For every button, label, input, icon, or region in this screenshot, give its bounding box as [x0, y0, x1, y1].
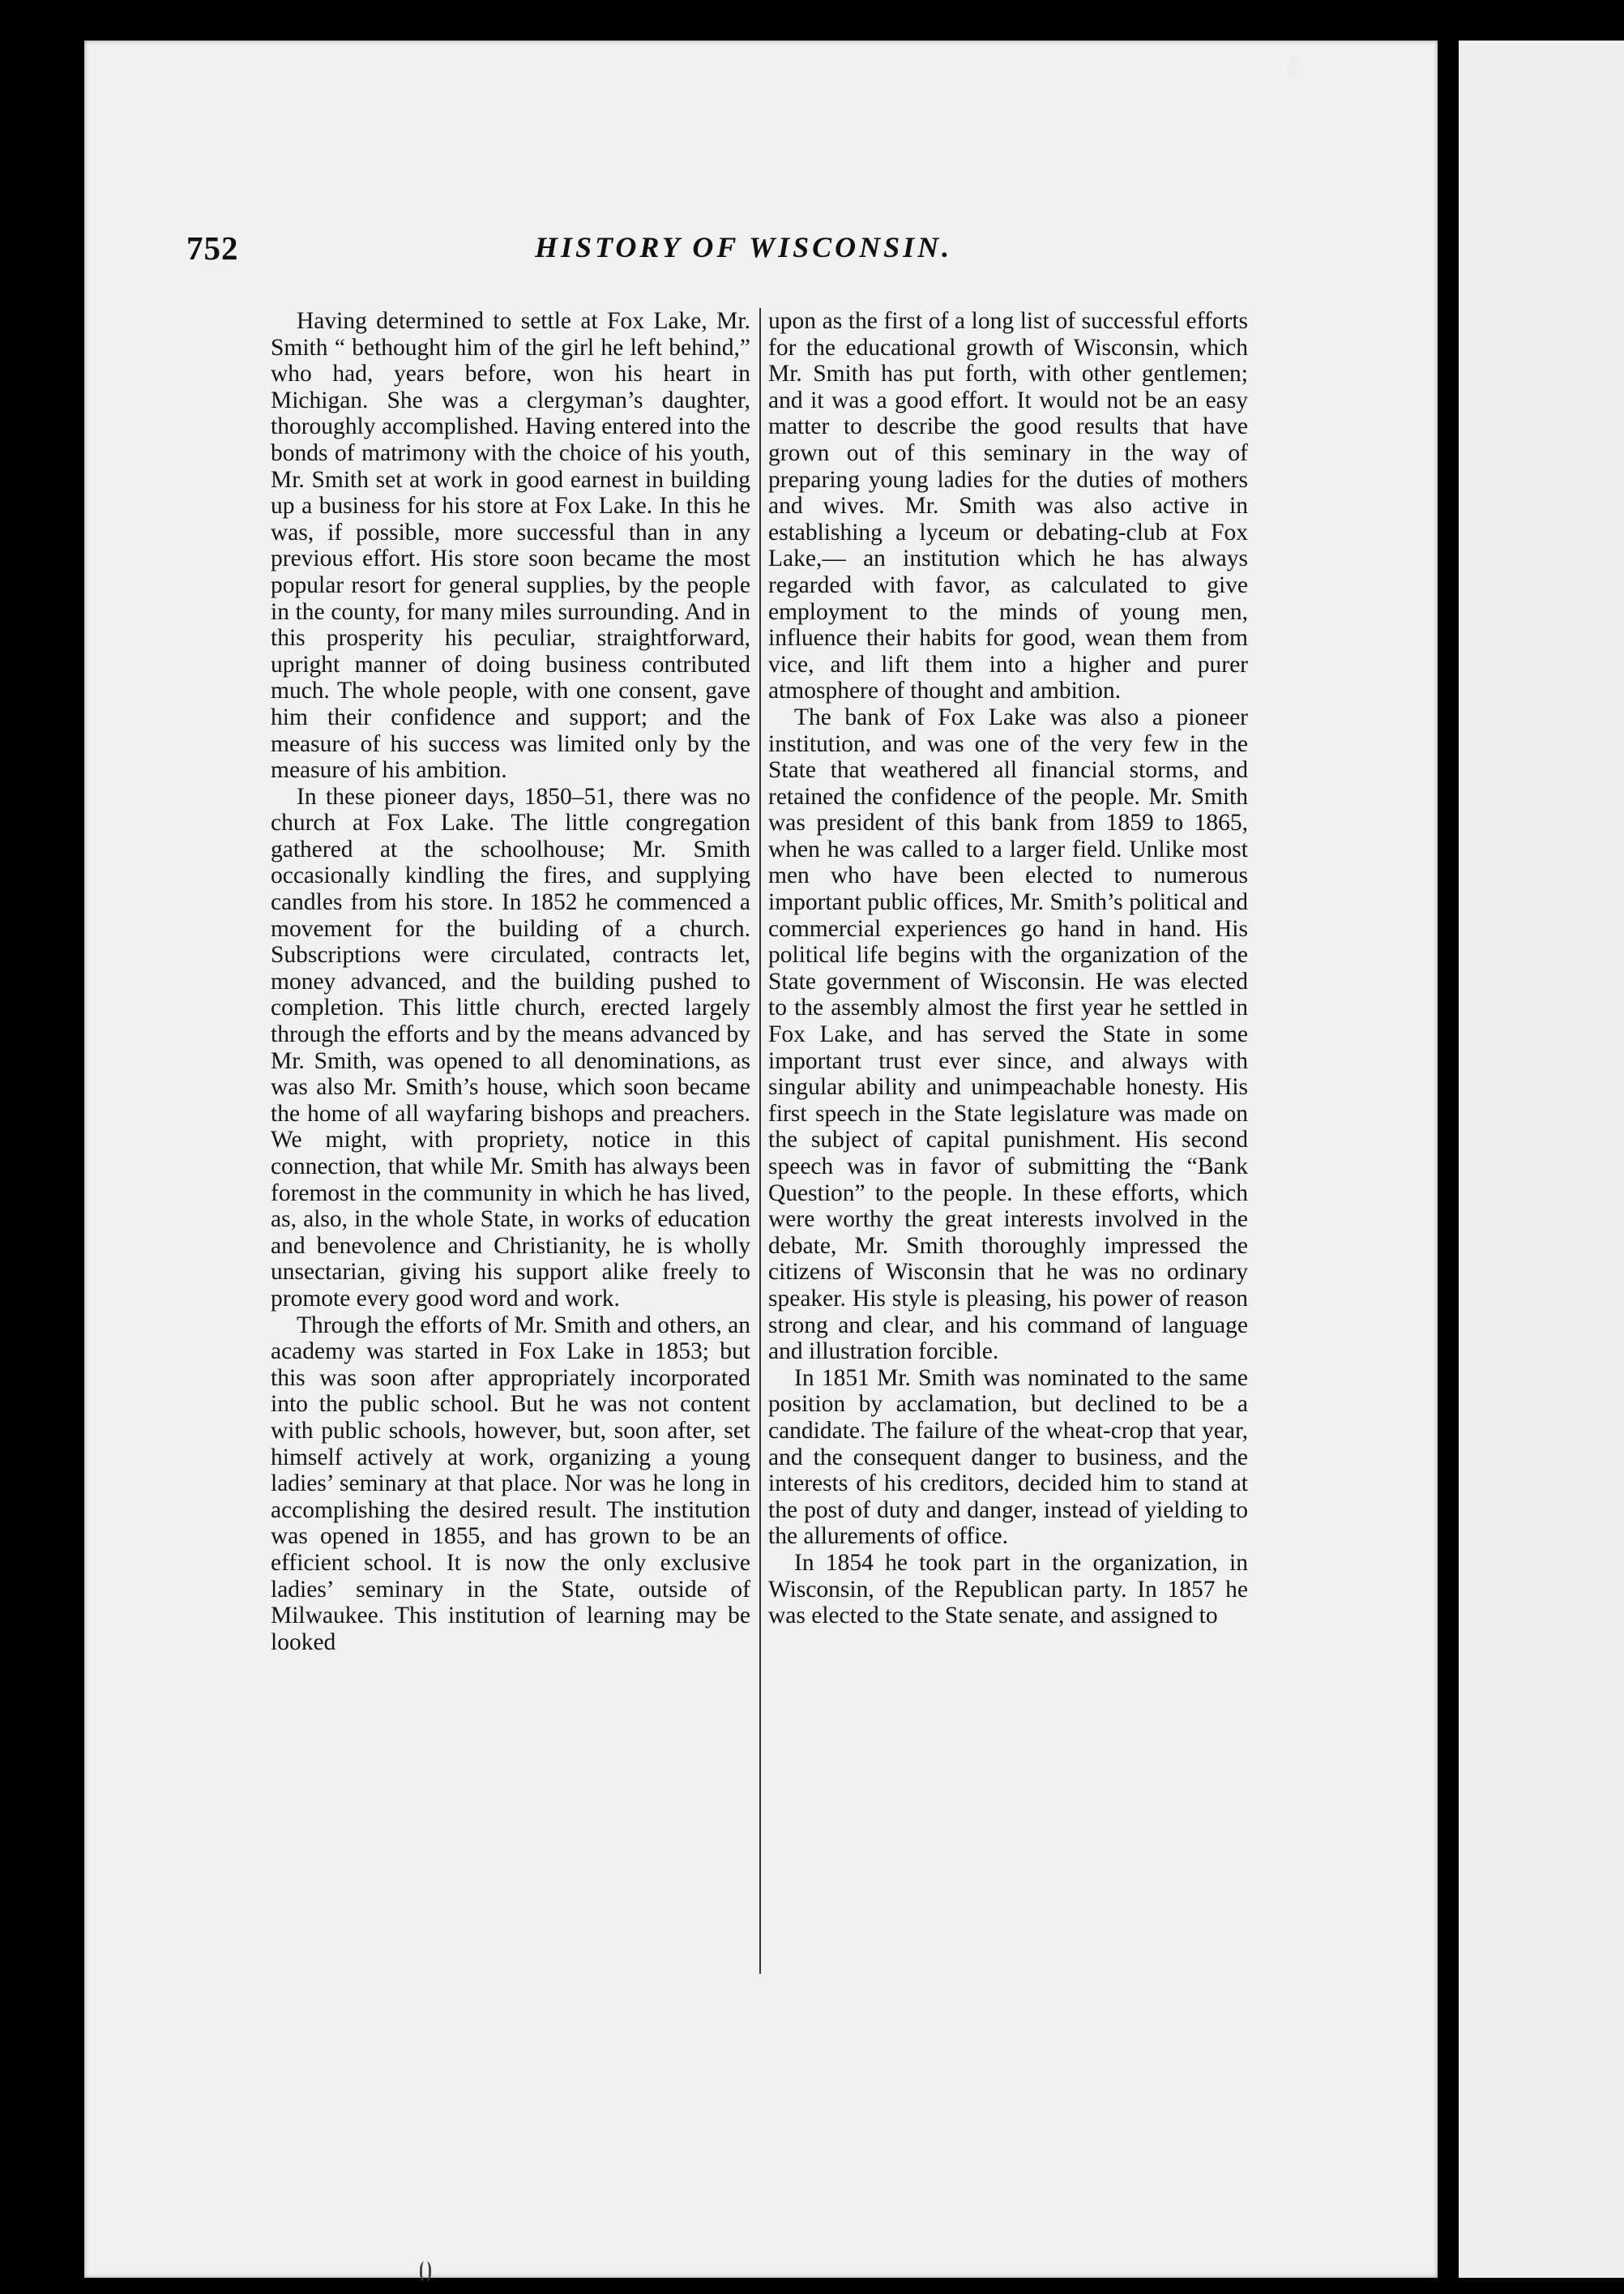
paragraph: The bank of Fox Lake was also a pioneer institution, and was one of the very few in the State that weathered all financial storms, and retained the confidence of the people. Mr. Smith was president of this bank from 1859 to 1865, when he was called to a larger field. Unlike most men who have been elected to numerous important public offices, Mr. Smith’s political and commercial experiences go hand in hand. His political life begins with the organization of the State government of Wisconsin. He was elected to the assembly almost the first year he settled in Fox Lake, and has served the State in some important trust ever since, and always with singular ability and unimpeachable honesty. His first speech in the State legislature was made on the subject of capital punishment. His second speech was in favor of submitting the “Bank Question” to the people. In these efforts, which were worthy the great interests involved in the debate, Mr. Smith thoroughly impressed the citizens of Wisconsin that he was no ordinary speaker. His style is pleasing, his power of reason strong and clear, and his command of language and illustration forcible. [768, 704, 1248, 1365]
bottom-margin-mark [420, 2262, 431, 2281]
page-number: 752 [186, 229, 239, 267]
margin-speck [1287, 55, 1300, 76]
text-columns [271, 308, 1248, 1978]
paragraph: In 1854 he took part in the organization, in Wisconsin, of the Republican party. In 1857 he was elected to the State senate, and assigned to [768, 1549, 1248, 1629]
running-title: HISTORY OF WISCONSIN. [535, 231, 953, 263]
adjacent-page-edge [1459, 41, 1624, 2278]
column-divider [759, 308, 761, 1974]
paragraph: In these pioneer days, 1850–51, there was no church at Fox Lake. The little congregation gathered at the schoolhouse; Mr. Smith occasionally kindling the fires, and supplying candles from his store. In 1852 he commenced a movement for the building of a church. Subscriptions were circulated, contracts let, money advanced, and the building pushed to completion. This little church, erected largely through the efforts and by the means advanced by Mr. Smith, was opened to all denominations, as was also Mr. Smith’s house, which soon became the home of all wayfaring bishops and preachers. We might, with propriety, notice in this connection, that while Mr. Smith has always been foremost in the community in which he has lived, as, also, in the whole State, in works of education and benevolence and Christianity, he is wholly unsectarian, giving his support alike freely to promote every good word and work. [271, 783, 750, 1312]
paragraph: upon as the first of a long list of successful efforts for the educational growth of Wisconsin, which Mr. Smith has put forth, with other gentlemen; and it was a good effort. It would not be an easy matter to describe the good results that have grown out of this seminary in the way of preparing young ladies for the duties of mothers and wives. Mr. Smith was also active in establishing a lyceum or debating-club at Fox Lake,— an institution which he has always regarded with favor, as calculated to give employment to the minds of young men, influence their habits for good, wean them from vice, and lift them into a higher and purer atmosphere of thought and ambition. [768, 308, 1248, 704]
paragraph: Through the efforts of Mr. Smith and others, an academy was started in Fox Lake in 1853; but this was soon after appropriately incorporated into the public school. But he was not content with public schools, however, but, soon after, set himself actively at work, organizing a young ladies’ seminary at that place. Nor was he long in accomplishing the desired result. The institution was opened in 1855, and has grown to be an efficient school. It is now the only exclusive ladies’ seminary in the State, outside of Milwaukee. This institution of learning may be looked [271, 1312, 750, 1655]
right-column [768, 308, 1248, 1629]
paragraph: In 1851 Mr. Smith was nominated to the same position by acclamation, but declined to be a candidate. The failure of the wheat-crop that year, and the consequent danger to business, and the interests of his creditors, decided him to stand at the post of duty and danger, instead of yielding to the allurements of office. [768, 1364, 1248, 1550]
left-column [271, 308, 750, 1655]
page-header [186, 229, 1253, 277]
paragraph: Having determined to settle at Fox Lake, Mr. Smith “ bethought him of the girl he left behind,” who had, years before, won his heart in Michigan. She was a clergyman’s daughter, thoroughly accomplished. Having entered into the bonds of matrimony with the choice of his youth, Mr. Smith set at work in good earnest in building up a business for his store at Fox Lake. In this he was, if possible, more successful than in any previous effort. His store soon became the most popular resort for general supplies, by the people in the county, for many miles surrounding. And in this prosperity his peculiar, straightforward, upright manner of doing business contributed much. The whole people, with one consent, gave him their confidence and support; and the measure of his success was limited only by the measure of his ambition. [271, 308, 750, 784]
